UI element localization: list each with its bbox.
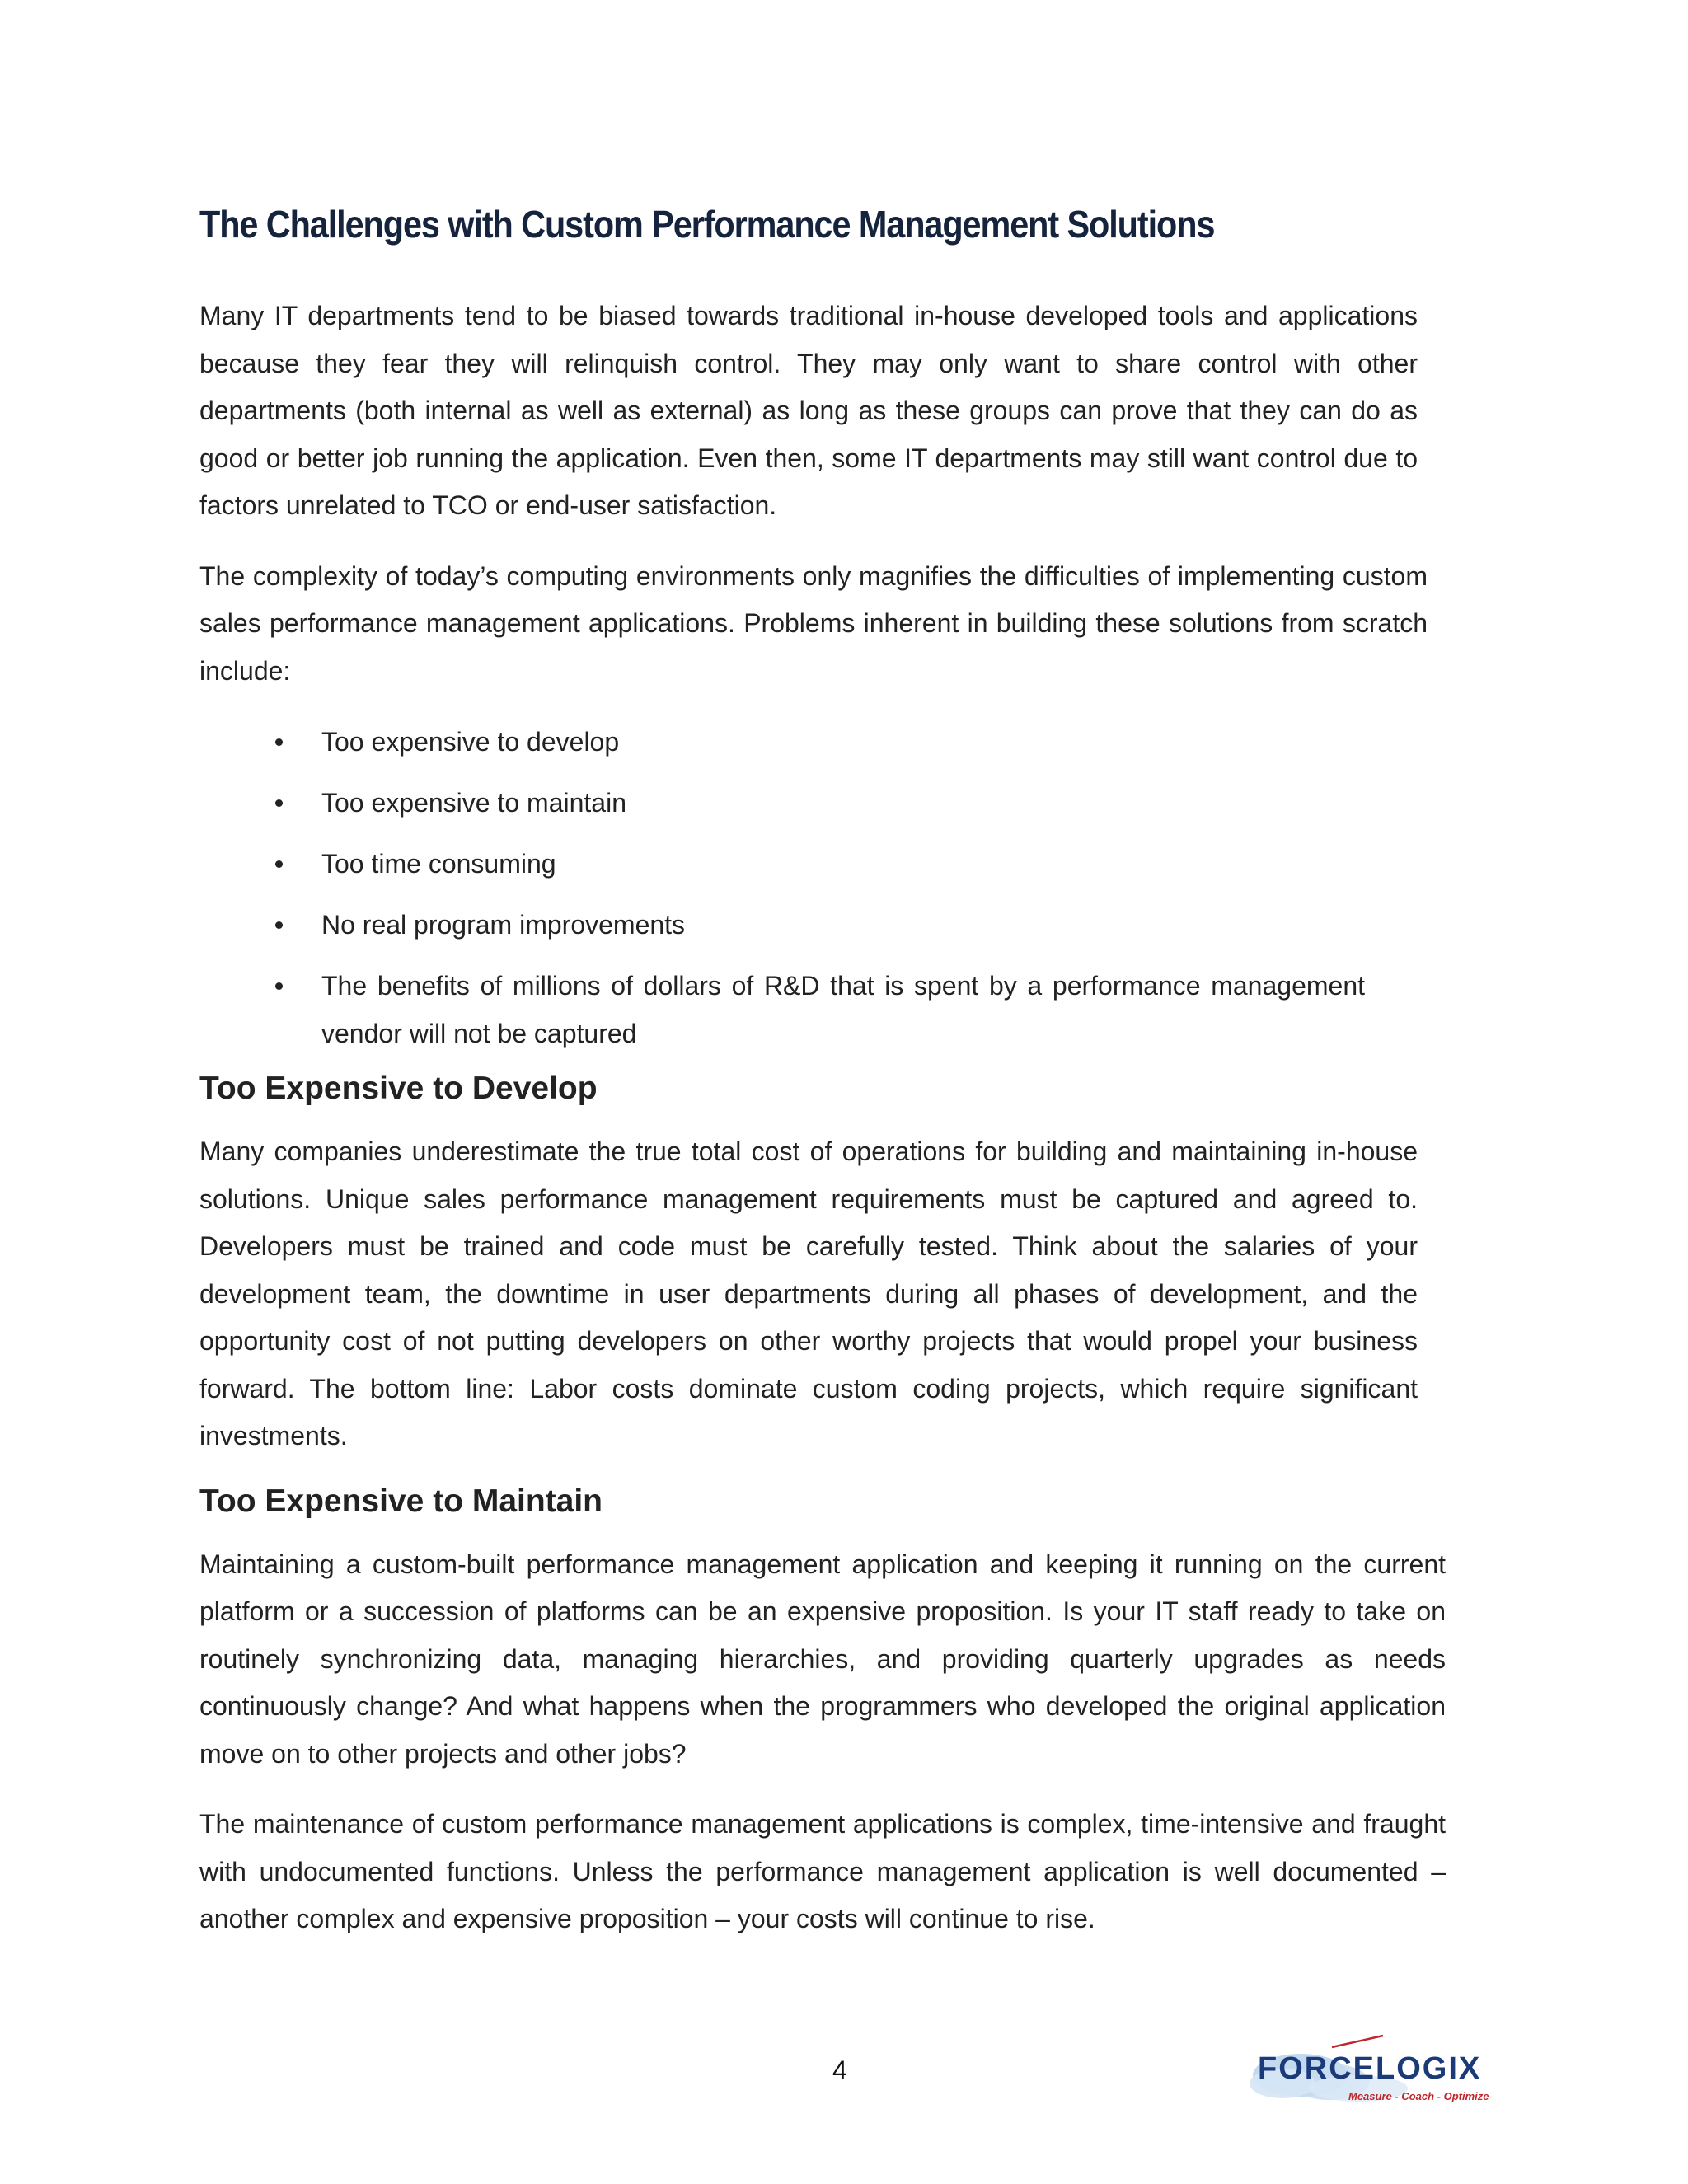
page-title: The Challenges with Custom Performance Management Solutions: [199, 203, 1215, 246]
page-number: 4: [832, 2055, 847, 2085]
list-item-text: The benefits of millions of dollars of R&D that is spent by a performance management vendor will not be captured: [321, 971, 1365, 1048]
list-item-text: Too time consuming: [321, 849, 556, 879]
document-content: [199, 202, 1446, 1966]
develop-paragraph: Many companies underestimate the true total cost of operations for building and maintaining in-house solutions. Unique sales performance management requirements must be captured and agreed to. Developers must be trained and code must be carefully tested. Think about the salaries of your development team, the downtime in user departments during all phases of development, and the opportunity cost of not putting developers on other worthy projects that would propel your business forward. The bottom line: Labor costs dominate custom coding projects, which require significant investments.: [199, 1137, 1418, 1451]
list-item: [199, 901, 1365, 949]
list-item: [199, 840, 1365, 888]
bullet-icon: [275, 799, 283, 807]
maintain-paragraph-2: The maintenance of custom performance management applications is complex, time-intensive and fraught with undocumented functions. Unless the performance management application is well documented – another complex and expensive proposition – your costs will continue to rise.: [199, 1809, 1446, 1933]
list-item: [199, 718, 1365, 766]
intro-paragraph-2: The complexity of today’s computing environments only magnifies the difficulties of implementing custom sales performance management applications. Problems inherent in building these solutions from scratch include:: [199, 560, 1428, 686]
logo-tagline: Measure - Coach - Optimize: [1348, 2090, 1489, 2102]
bullet-icon: [275, 860, 283, 868]
section-heading-maintain: Too Expensive to Maintain: [199, 1483, 603, 1519]
bullet-icon: [275, 738, 283, 746]
list-item: [199, 779, 1365, 827]
section-heading-develop: Too Expensive to Develop: [199, 1071, 598, 1106]
list-item: [199, 962, 1365, 1057]
maintain-paragraph-1: Maintaining a custom-built performance management application and keeping it running on the current platform or a succession of platforms can be an expensive proposition. Is your IT staff ready to take on routinely synchronizing data, managing hierarchies, and providing quarterly upgrades as needs continuously change? And what happens when the programmers who developed the original application move on to other projects and other jobs?: [199, 1549, 1446, 1769]
intro-paragraph-1: Many IT departments tend to be biased towards traditional in-house developed tools and applications because they fear they will relinquish control. They may only want to share control with other departments (both internal as well as external) as long as these groups can prove that they can do as good or better job running the application. Even then, some IT departments may still want control due to factors unrelated to TCO or end-user satisfaction.: [199, 301, 1418, 520]
forcelogix-logo: [1243, 2032, 1523, 2115]
list-item-text: No real program improvements: [321, 910, 686, 940]
swoosh-icon: [1332, 2036, 1383, 2047]
bullet-icon: [275, 921, 283, 929]
list-item-text: Too expensive to develop: [321, 727, 620, 757]
list-item-text: Too expensive to maintain: [321, 788, 626, 818]
logo-wordmark: FORCELOGIX: [1258, 2051, 1482, 2086]
challenges-list: [199, 718, 1428, 1057]
bullet-icon: [275, 982, 283, 990]
